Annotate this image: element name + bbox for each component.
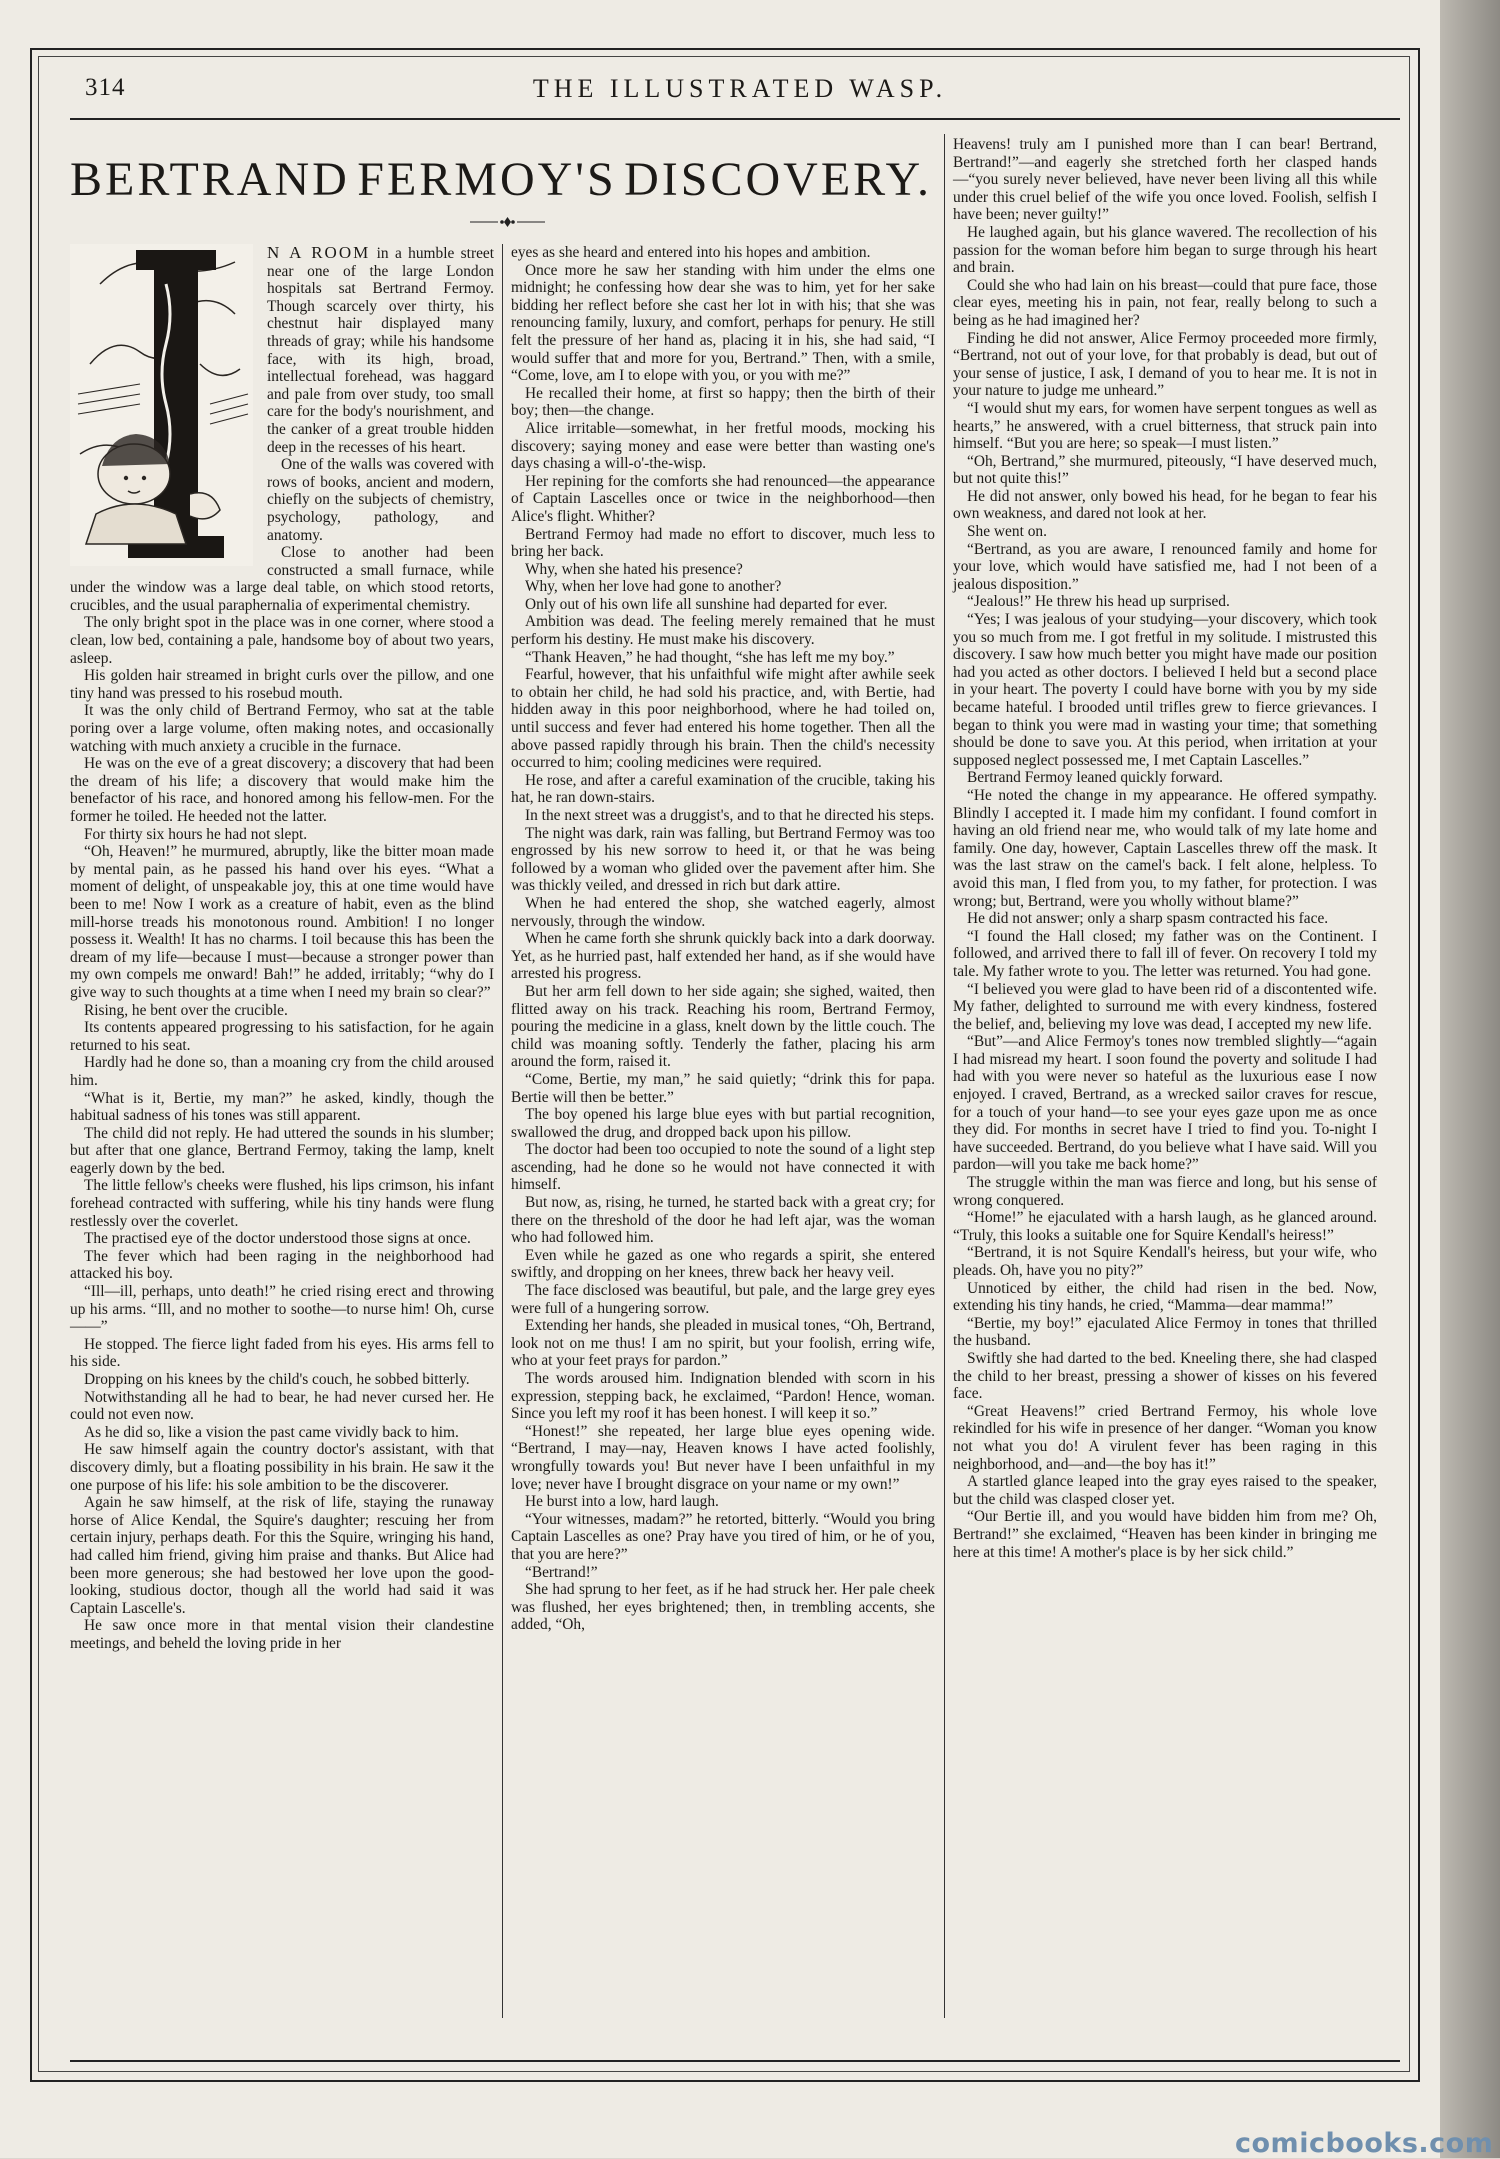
paragraph: “But”—and Alice Fermoy's tones now trembled slightly—“again I had misread my heart. I soon found the poverty and solitude I had had with you were never so hateful as the luxurious ease I now enjoyed. I craved, Bertrand, as a wrecked sailor craves for rescue, for a touch of your hand—to see your eyes gaze upon me as once they did. For months in secret have I tried to find you. To-night I have succeeded. Bertrand, do you believe what I have said. Will you pardon—will you take me back home?” xyxy=(953,1033,1377,1174)
paragraph: He burst into a low, hard laugh. xyxy=(525,1493,719,1511)
paragraphs xyxy=(953,136,1377,1561)
paragraph: Bertrand Fermoy had made no effort to discover, much less to bring her back. xyxy=(511,525,935,561)
paragraph: Why, when her love had gone to another? xyxy=(525,578,782,596)
paragraph: “Bertrand, it is not Squire Kendall's heiress, but your wife, who pleads. Oh, have you no pity?” xyxy=(953,1244,1377,1279)
text-column-1 xyxy=(70,244,494,1653)
paragraph: Could she who had lain on his breast—could that pure face, those clear eyes, meeting his in pain, not fear, really belong to such a being as he had imagined her? xyxy=(953,276,1377,329)
title-word: BERTRAND xyxy=(70,153,350,206)
paragraph: The face disclosed was beautiful, but pale, and the large grey eyes were full of a hungering sorrow. xyxy=(511,1282,935,1317)
paragraph: The practised eye of the doctor understood those signs at once. xyxy=(84,1230,471,1248)
paragraph: Why, when she hated his presence? xyxy=(525,560,743,578)
paragraph: His golden hair streamed in bright curls over the pillow, and one tiny hand was pressed to his rosebud mouth. xyxy=(70,667,494,702)
paragraph: Fearful, however, that his unfaithful wife might after awhile seek to obtain her child, he had sold his practice, and, with Bertie, had hidden away in this poor neighborhood, where he had toiled on, until success and fever had entered his home together. Then all the above passed rapidly through his brain. Then the child's necessity occurred to him; cooling medicines were required. xyxy=(511,666,935,772)
title-word: DISCOVERY. xyxy=(624,153,932,206)
paragraph: For thirty six hours he had not slept. xyxy=(84,825,308,843)
paragraph: In the next street was a druggist's, and to that he directed his steps. xyxy=(525,807,935,824)
paragraph: A startled glance leaped into the gray eyes raised to the speaker, but the child was clasped closer yet. xyxy=(953,1473,1377,1508)
paragraphs xyxy=(70,456,494,1652)
paragraph: He was on the eve of a great discovery; a discovery that had been the dream of his life; a discovery that would make him the benefactor of his race, and honored among his fellow-men. For the former he toiled. He heeded not the latter. xyxy=(70,755,494,825)
paragraph: Hardly had he done so, than a moaning cry from the child aroused him. xyxy=(70,1054,494,1089)
paragraph: It was the only child of Bertrand Fermoy, who sat at the table poring over a large volume, often making notes, and occasionally watching with much anxiety a crucible in the furnace. xyxy=(70,702,494,755)
paragraph: “I found the Hall closed; my father was on the Continent. I followed, and arrived there to fall ill of fever. On recovery I told my tale. My father wrote to you. The letter was returned. You had gone. xyxy=(953,927,1377,980)
paragraph: When he came forth she shrunk quickly back into a dark doorway. Yet, as he hurried past, half extended her hand, as if she would have arrested his progress. xyxy=(511,930,935,983)
paragraph: Alice irritable—somewhat, in her fretful moods, mocking his discovery; saying money and ease were better than wasting one's days chasing a will-o'-the-wisp. xyxy=(511,419,935,473)
paragraph: He stopped. The fierce light faded from his eyes. His arms fell to his side. xyxy=(70,1335,494,1371)
paragraph: As he did so, like a vision the past came vividly back to him. xyxy=(84,1423,459,1441)
paragraph: “What is it, Bertie, my man?” he asked, kindly, though the habitual sadness of his tones was still apparent. xyxy=(70,1089,494,1125)
paragraph: When he had entered the shop, she watched eagerly, almost nervously, through the window. xyxy=(511,894,935,930)
paragraph: But now, as, rising, he turned, he started back with a great cry; for there on the threshold of the door he had left ajar, was the woman who had followed him. xyxy=(511,1194,935,1247)
lead-caps: N A ROOM xyxy=(267,243,371,262)
paragraph: Heavens! truly am I punished more than I can bear! Bertrand, Bertrand!”—and eagerly she stretched forth her clasped hands—“you surely never believed, have never been living all this while under this cruel belief of the wife you once loved. Foolish, selfish I have been; never guilty!” xyxy=(953,136,1377,224)
paragraph: One of the walls was covered with rows of books, ancient and modern, chiefly on the subjects of chemistry, psychology, pathology, and anatomy. xyxy=(267,456,494,544)
paragraph: Bertrand Fermoy leaned quickly forward. xyxy=(967,769,1223,787)
paragraph: He recalled their home, at first so happy; then the birth of their boy; then—the change. xyxy=(511,384,935,420)
paragraph: “I would shut my ears, for women have serpent tongues as well as hearts,” he answered, with a cruel bitterness, that struck pain into himself. “But you are here; so speak—I must listen.” xyxy=(953,399,1377,453)
scan-edge-shadow xyxy=(1440,0,1500,2158)
paragraph: He saw himself again the country doctor's assistant, with that discovery dimly, but a floating possibility in his brain. He saw it the one purpose of his life: his sole ambition to be the discoverer. xyxy=(70,1441,494,1494)
paragraph: Rising, he bent over the crucible. xyxy=(84,1001,288,1019)
title-ornament xyxy=(470,214,545,230)
paragraph: The fever which had been raging in the neighborhood had attacked his boy. xyxy=(70,1247,494,1283)
paragraph: “Bertrand, as you are aware, I renounced family and home for your love, which would have satisfied me, had I not been of a jealous disposition.” xyxy=(953,540,1377,593)
paragraph: The child did not reply. He had uttered the sounds in his slumber; but after that one glance, Bertrand Fermoy, taking the lamp, knelt eagerly down by the bed. xyxy=(70,1124,494,1177)
paragraph: He rose, and after a careful examination of the crucible, taking his hat, he ran down-stairs. xyxy=(511,771,935,807)
paragraph: He did not answer, only bowed his head, for he began to fear his own weakness, and dared not look at her. xyxy=(953,487,1377,523)
paragraph: Once more he saw her standing with him under the elms one midnight; he confessing how dear she was to him, yet for her sake bidding her reflect before she cast her lot in with his; that she was renouncing family, luxury, and comfort, perhaps for penury. He still felt the pressure of her hand as, placing it in his, she had said, “I would suffer that and more for you, Bertrand.” Then, with a smile, “Come, love, am I to elope with you, or you with me?” xyxy=(511,261,935,385)
paragraph: He laughed again, but his glance wavered. The recollection of his passion for the woman before him began to surge through his heart and brain. xyxy=(953,223,1377,277)
column-rule xyxy=(502,244,503,2018)
paragraph: “Come, Bertie, my man,” he said quietly; “drink this for papa. Bertie will then be better.” xyxy=(511,1070,935,1106)
paragraph: The words aroused him. Indignation blended with scorn in his expression, stepping back, he exclaimed, “Pardon! Hence, woman. Since you left my roof it has been honest. I will keep it so.” xyxy=(511,1370,935,1423)
paragraph: Finding he did not answer, Alice Fermoy proceeded more firmly, “Bertrand, not out of your love, for that probably is dead, but out of your sense of justice, I ask, I demand of you to hear me. It is not in your nature to judge me unheard.” xyxy=(953,329,1377,400)
page-number: 314 xyxy=(85,74,126,101)
paragraph: Only out of his own life all sunshine had departed for ever. xyxy=(525,595,888,613)
paragraph: The doctor had been too occupied to note the sound of a light step ascending, had he done so he would not have connected it with himself. xyxy=(511,1141,935,1194)
paragraph: “Our Bertie ill, and you would have bidden him from me? Oh, Bertrand!” she exclaimed, “Heaven has been kinder in bringing me here at this time! A mother's place is by her sick child.” xyxy=(953,1508,1377,1561)
column-rule xyxy=(944,134,945,2018)
paragraph: Ambition was dead. The feeling merely remained that he must perform his destiny. He must make his discovery. xyxy=(511,613,935,649)
paragraph: “Yes; I was jealous of your studying—your discovery, which took you so much from me. I got fretful in my solitude. I mistrusted this discovery. I saw how much better you might have made our position had you acted as other doctors. I believed I held but a second place in your heart. The poverty I could have borne with you by my side became hateful. I brooded until trifles grew to fierce grievances. I began to think you were mad in wasting your time; that something should be done to save you. At this period, when irritation at your supposed neglect possessed me, I met Captain Lascelles.” xyxy=(953,611,1377,769)
paragraph: Swiftly she had darted to the bed. Kneeling there, she had clasped the child to her breast, pressing a shower of kisses on his fevered face. xyxy=(953,1349,1377,1403)
paragraph: “Great Heavens!” cried Bertrand Fermoy, his whole love rekindled for his wife in presence of her danger. “Woman you know not what you do! A virulent fever has been raging in this neighborhood, and—and—the boy has it!” xyxy=(953,1402,1377,1473)
paragraph: “Jealous!” He threw his head up surprised. xyxy=(967,593,1230,611)
paragraph: The struggle within the man was fierce and long, but his sense of wrong conquered. xyxy=(953,1174,1377,1209)
bottom-rule xyxy=(70,2060,1400,2062)
paragraph: The night was dark, rain was falling, but Bertrand Fermoy was too engrossed by his new sorrow to heed it, or that he was being followed by a woman who glided over the pavement after him. She was thickly veiled, and dressed in rich but dark attire. xyxy=(511,824,935,895)
paragraph: Its contents appeared progressing to his satisfaction, for he again returned to his seat. xyxy=(70,1019,494,1054)
paragraph: He saw once more in that mental vision their clandestine meetings, and beheld the loving pride in her xyxy=(70,1617,494,1652)
initial-i-illustration xyxy=(70,244,253,566)
paragraph: Even while he gazed as one who regards a spirit, she entered swiftly, and dropping on her knees, threw back her heavy veil. xyxy=(511,1246,935,1282)
masthead: THE ILLUSTRATED WASP. xyxy=(532,74,948,103)
paragraph: Unnoticed by either, the child had risen in the bed. Now, extending his tiny hands, he cried, “Mamma—dear mamma!” xyxy=(953,1279,1377,1315)
paragraph: She had sprung to her feet, as if he had struck her. Her pale cheek was flushed, her eyes brightened; then, in trembling accents, she added, “Oh, xyxy=(511,1581,935,1634)
paragraph: “Honest!” she repeated, her large blue eyes opening wide. “Bertrand, I may—nay, Heaven knows I have acted foolishly, wrongfully towards you! But never have I been unfaithful in my love; never have I brought disgrace on your name or my own!” xyxy=(511,1422,935,1493)
watermark: comicbooks.com xyxy=(1235,2128,1494,2159)
paragraph: Close to another had been constructed a small furnace, while under the window was a large deal table, on which stood retorts, crucibles, and the usual paraphernalia of experimental chemistry. xyxy=(70,544,494,614)
paragraph: “I believed you were glad to have been rid of a discontented wife. My father, delighted to surround me with every kindness, fostered the belief, and, believing my love was dead, I accepted my new life. xyxy=(953,980,1377,1033)
paragraph: “Oh, Heaven!” he murmured, abruptly, like the bitter moan made by mental pain, as he passed his hand over his eyes. “What a moment of delight, of unspeakable joy, this at one time would have been to me! Now I work as a creature of habit, even as the blind mill-horse treads his monotonous round. Ambition! I no longer possess it. Wealth! It has no charms. I toil because this has been the dream of my life—because I must—because a stronger power than my own compels me onward! Bah!” he added, irritably; “why do I give way to such thoughts at a time when I need my brain so clear?” xyxy=(70,843,494,1001)
paragraphs xyxy=(511,244,935,1634)
paragraph: Dropping on his knees by the child's couch, he sobbed bitterly. xyxy=(84,1371,470,1388)
running-head xyxy=(85,74,1395,108)
paragraph: “Thank Heaven,” he had thought, “she has left me my boy.” xyxy=(525,648,895,666)
paragraph: “Bertie, my boy!” ejaculated Alice Fermoy in tones that thrilled the husband. xyxy=(953,1314,1377,1350)
paragraph: “He noted the change in my appearance. He offered sympathy. Blindly I accepted it. I made him my confidant. I found comfort in having an old friend near me, who would talk of my late home and family. One day, however, Captain Lascelles threw off the mask. It was the last straw on the camel's back. I felt alone, helpless. To avoid this man, I fled from you, to my father, for protection. I was wrong; but, Bertrand, were you wholly without blame?” xyxy=(953,786,1377,910)
paragraph: The little fellow's cheeks were flushed, his lips crimson, his infant forehead contracted with suffering, while his tiny hands were flung restlessly over the coverlet. xyxy=(70,1177,494,1230)
paragraph: “Bertrand!” xyxy=(525,1563,598,1581)
title-word: FERMOY'S xyxy=(357,153,617,206)
paragraph: Extending her hands, she pleaded in musical tones, “Oh, Bertrand, look not on me thus! I am no spirit, but your foolish, erring wife, who at your feet prays for pardon.” xyxy=(511,1317,935,1370)
paragraph: The boy opened his large blue eyes with but partial recognition, swallowed the drug, and dropped back upon his pillow. xyxy=(511,1106,935,1141)
paragraph: “Oh, Bertrand,” she murmured, piteously, “I have deserved much, but not quite this!” xyxy=(953,452,1377,488)
paragraph: “Your witnesses, madam?” he retorted, bitterly. “Would you bring Captain Lascelles as one? Pray have you tired of him, or he of you, that you are here?” xyxy=(511,1510,935,1563)
paragraph: Notwithstanding all he had to bear, he had never cursed her. He could not even now. xyxy=(70,1388,494,1424)
text-column-3 xyxy=(953,136,1377,1561)
paragraph: He did not answer; only a sharp spasm contracted his face. xyxy=(967,910,1329,928)
header-rule xyxy=(70,118,1400,120)
paragraph: “Home!” he ejaculated with a harsh laugh, as he glanced around. “Truly, this looks a suitable one for Squire Kendall's heiress!” xyxy=(953,1209,1377,1244)
paragraph: “Ill—ill, perhaps, unto death!” he cried rising erect and throwing up his arms. “Ill, and no mother to soothe—to nurse him! Oh, curse——” xyxy=(70,1283,494,1336)
paragraph: eyes as she heard and entered into his hopes and ambition. xyxy=(511,244,871,261)
paragraph: Her repining for the comforts she had renounced—the appearance of Captain Lascelles once or twice in the neighborhood—then Alice's flight. Whither? xyxy=(511,472,935,525)
paragraph: Again he saw himself, at the risk of life, staying the runaway horse of Alice Kendal, the Squire's daughter; rescuing her from certain injury, perhaps death. For this the Squire, wringing his hand, had called him friend, giving him praise and thanks. But Alice had been more generous; she had bestowed her love upon the good-looking, studious doctor, though all the world had said it was Captain Lascelle's. xyxy=(70,1494,494,1617)
illustrated-initial xyxy=(70,244,253,566)
paragraph: She went on. xyxy=(967,523,1047,541)
lead-text: in a humble street near one of the large London hospitals sat Bertrand Fermoy. Though scarcely over thirty, his chestnut hair displayed many threads of gray; while his handsome face, with its high, broad, intellectual forehead, was haggard and pale from over study, too small care for the body's nourishment, and the canker of a great trouble hidden deep in the recesses of his heart. xyxy=(267,245,495,456)
paragraph: But her arm fell down to her side again; she sighed, waited, then flitted away on his track. Reaching his room, Bertrand Fermoy, pouring the medicine in a glass, knelt down by the little couch. The child was moaning softly. Tenderly the father, placing his arm around the form, raised it. xyxy=(511,982,935,1071)
paragraph: The only bright spot in the place was in one corner, where stood a clean, low bed, containing a pale, handsome boy of about two years, asleep. xyxy=(70,614,494,667)
story-title xyxy=(70,152,932,207)
text-column-2 xyxy=(511,244,935,1634)
